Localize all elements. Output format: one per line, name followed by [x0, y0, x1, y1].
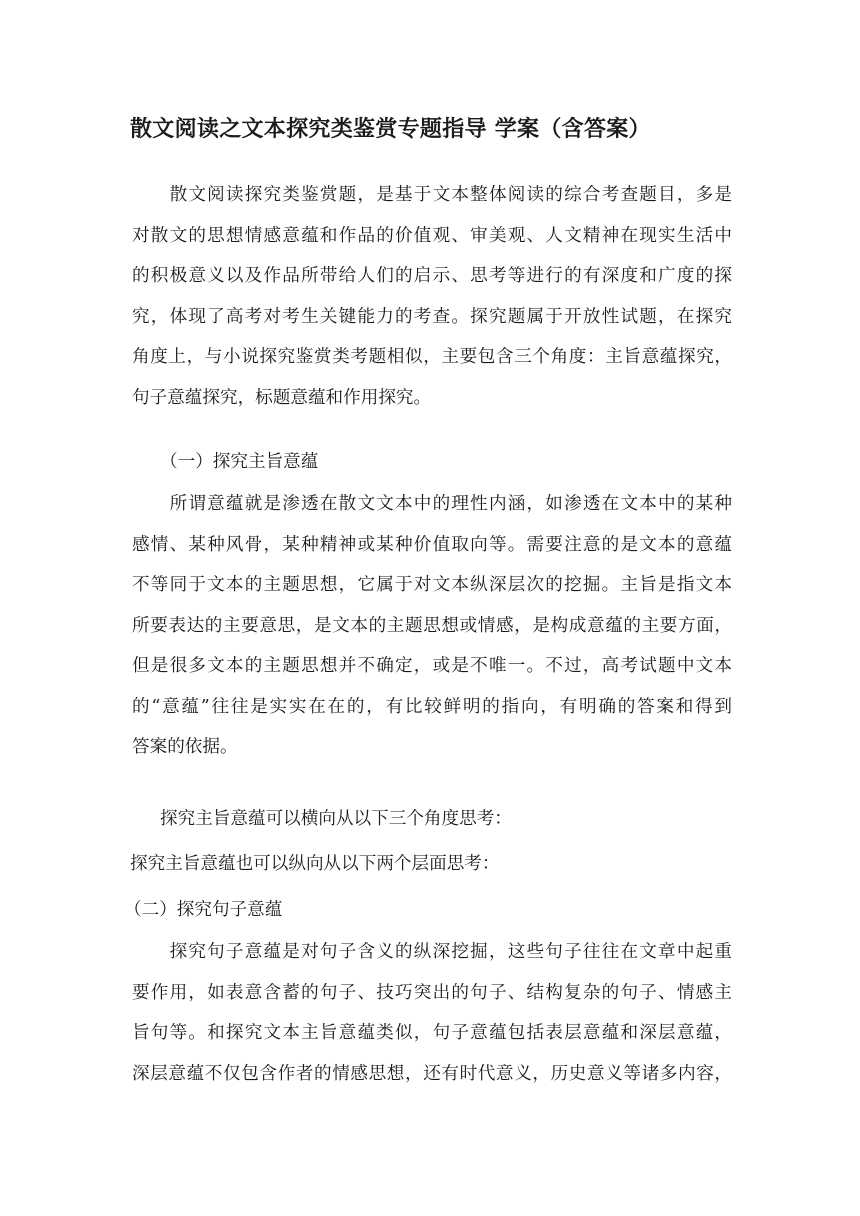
vertical-levels-text: 探究主旨意蕴也可以纵向从以下两个层面思考： — [130, 854, 500, 874]
sentence-line: 深层意蕴不仅包含作者的情感思想，还有时代意义，历史意义等诸多内容， — [132, 1063, 732, 1084]
sentence-line: 要作用，如表意含蓄的句子、技巧突出的句子、结构复杂的句子、情感主 — [132, 982, 732, 1003]
horizontal-angles-text: 探究主旨意蕴可以横向从以下三个角度思考： — [160, 809, 512, 829]
section-heading-sentence: （二）探究句子意蕴 — [124, 900, 283, 920]
document-title: 散文阅读之文本探究类鉴赏专题指导 学案（含答案） — [130, 116, 651, 142]
theme-line: 不等同于文本的主题思想，它属于对文本纵深层次的挖掘。主旨是指文本 — [132, 575, 732, 595]
theme-line: 感情、某种风骨，某种精神或某种价值取向等。需要注意的是文本的意蕴 — [132, 534, 732, 555]
section-heading-theme: （一）探究主旨意蕴 — [160, 452, 319, 472]
theme-paragraph — [132, 484, 732, 768]
intro-line: 角度上，与小说探究鉴赏类考题相似，主要包含三个角度：主旨意蕴探究， — [132, 347, 732, 367]
theme-line: 的“意蕴”往往是实实在在的，有比较鲜明的指向，有明确的答案和得到 — [132, 696, 732, 717]
intro-line: 究，体现了高考对考生关键能力的考查。探究题属于开放性试题，在探究 — [132, 306, 732, 327]
theme-line: 所要表达的主要意思，是文本的主题思想或情感，是构成意蕴的主要方面， — [132, 615, 732, 636]
intro-line: 句子意蕴探究，标题意蕴和作用探究。 — [132, 387, 432, 408]
intro-line: 对散文的思想情感意蕴和作品的价值观、审美观、人文精神在现实生活中 — [132, 225, 732, 246]
theme-line: 答案的依据。 — [132, 737, 238, 757]
intro-line: 散文阅读探究类鉴赏题，是基于文本整体阅读的综合考查题目，多是 — [132, 185, 732, 205]
sentence-line: 探究句子意蕴是对句子含义的纵深挖掘，这些句子往往在文章中起重 — [132, 942, 732, 962]
intro-paragraph — [132, 175, 732, 418]
sentence-paragraph — [132, 932, 732, 1094]
sentence-line: 旨句等。和探究文本主旨意蕴类似，句子意蕴包括表层意蕴和深层意蕴， — [132, 1023, 732, 1043]
theme-line: 所谓意蕴就是渗透在散文文本中的理性内涵，如渗透在文本中的某种 — [132, 494, 732, 514]
theme-line: 但是很多文本的主题思想并不确定，或是不唯一。不过，高考试题中文本 — [132, 656, 732, 676]
intro-line: 的积极意义以及作品所带给人们的启示、思考等进行的有深度和广度的探 — [132, 266, 732, 286]
